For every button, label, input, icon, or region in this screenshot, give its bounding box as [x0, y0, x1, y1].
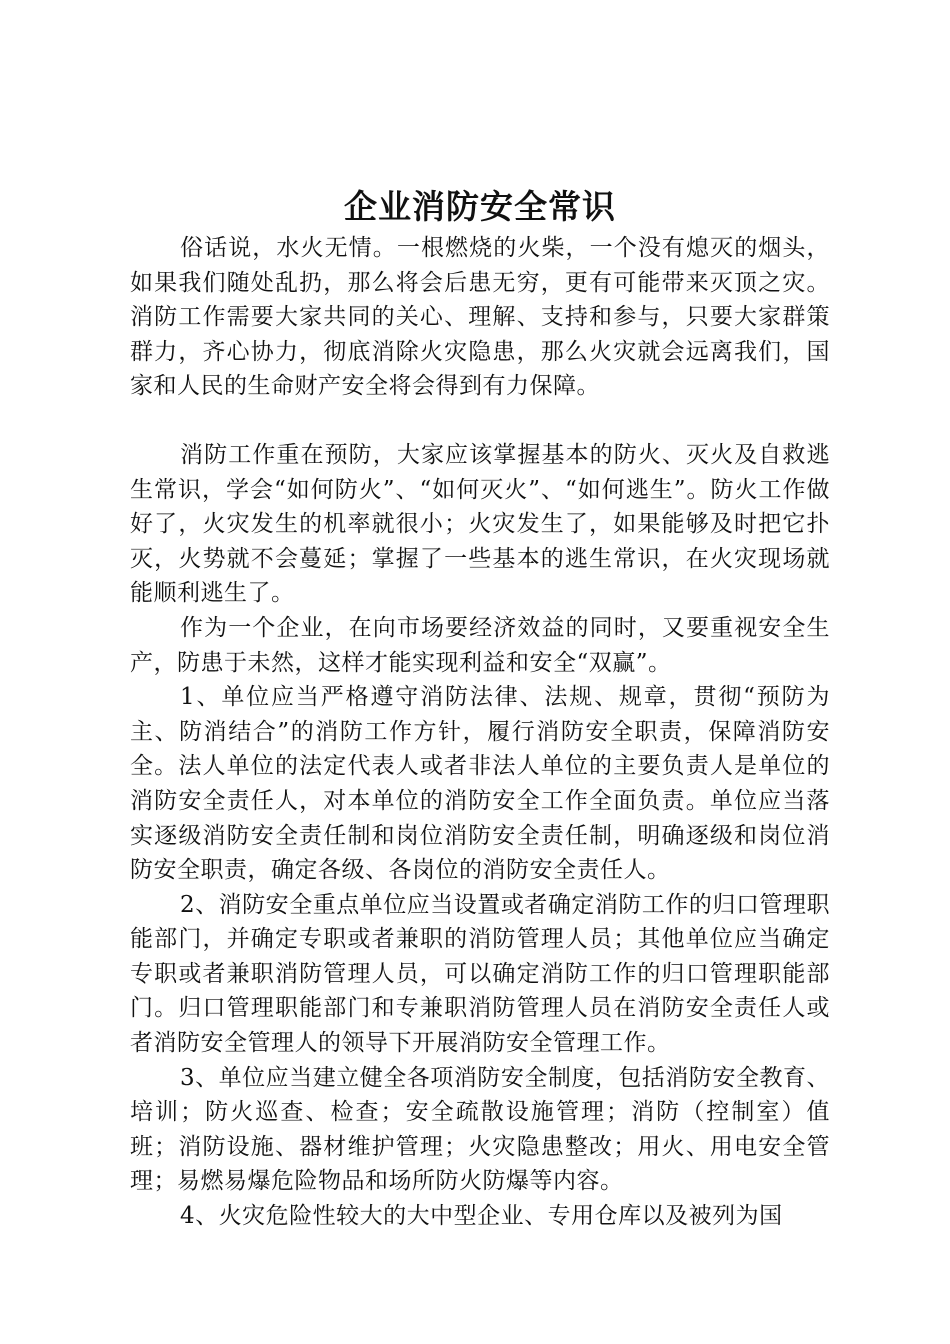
paragraph-item-1: 1、单位应当严格遵守消防法律、法规、规章，贯彻“预防为主、防消结合”的消防工作方针，履行消防安全职责，保障消防安全。法人单位的法定代表人或者非法人单位的主要负责人是单位的消防安全责任人，对本单位的消防安全工作全面负责。单位应当落实逐级消防安全责任制和岗位消防安全责任制，明确逐级和岗位消防安全职责，确定各级、各岗位的消防安全责任人。	[130, 684, 830, 884]
document-page	[130, 185, 830, 1234]
paragraph-prevention: 消防工作重在预防，大家应该掌握基本的防火、灭火及自救逃生常识，学会“如何防火”、“如何灭火”、“如何逃生”。防火工作做好了，火灾发生的机率就很小；火灾发生了，如果能够及时把它扑灭，火势就不会蔓延；掌握了一些基本的逃生常识，在火灾现场就能顺利逃生了。	[130, 441, 830, 607]
document-title: 企业消防安全常识	[344, 187, 616, 226]
paragraph-item-4: 4、火灾危险性较大的大中型企业、专用仓库以及被列为国	[180, 1203, 783, 1230]
paragraph-intro: 俗话说，水火无情。一根燃烧的火柴，一个没有熄灭的烟头，如果我们随处乱扔，那么将会后患无穷，更有可能带来灭顶之灾。消防工作需要大家共同的关心、理解、支持和参与，只要大家群策群力，齐心协力，彻底消除火灾隐患，那么火灾就会远离我们，国家和人民的生命财产安全将会得到有力保障。	[130, 235, 830, 400]
paragraph-item-3: 3、单位应当建立健全各项消防安全制度，包括消防安全教育、培训；防火巡查、检查；安全疏散设施管理；消防（控制室）值班；消防设施、器材维护管理；火灾隐患整改；用火、用电安全管理；易燃易爆危险物品和场所防火防爆等内容。	[130, 1064, 830, 1195]
paragraph-enterprise: 作为一个企业，在向市场要经济效益的同时，又要重视安全生产，防患于未然，这样才能实现利益和安全“双赢”。	[130, 614, 830, 676]
paragraph-item-2: 2、消防安全重点单位应当设置或者确定消防工作的归口管理职能部门，并确定专职或者兼职的消防管理人员；其他单位应当确定专职或者兼职消防管理人员，可以确定消防工作的归口管理职能部门。归口管理职能部门和专兼职消防管理人员在消防安全责任人或者消防安全管理人的领导下开展消防安全管理工作。	[130, 891, 830, 1057]
paragraph-gap	[130, 404, 830, 438]
